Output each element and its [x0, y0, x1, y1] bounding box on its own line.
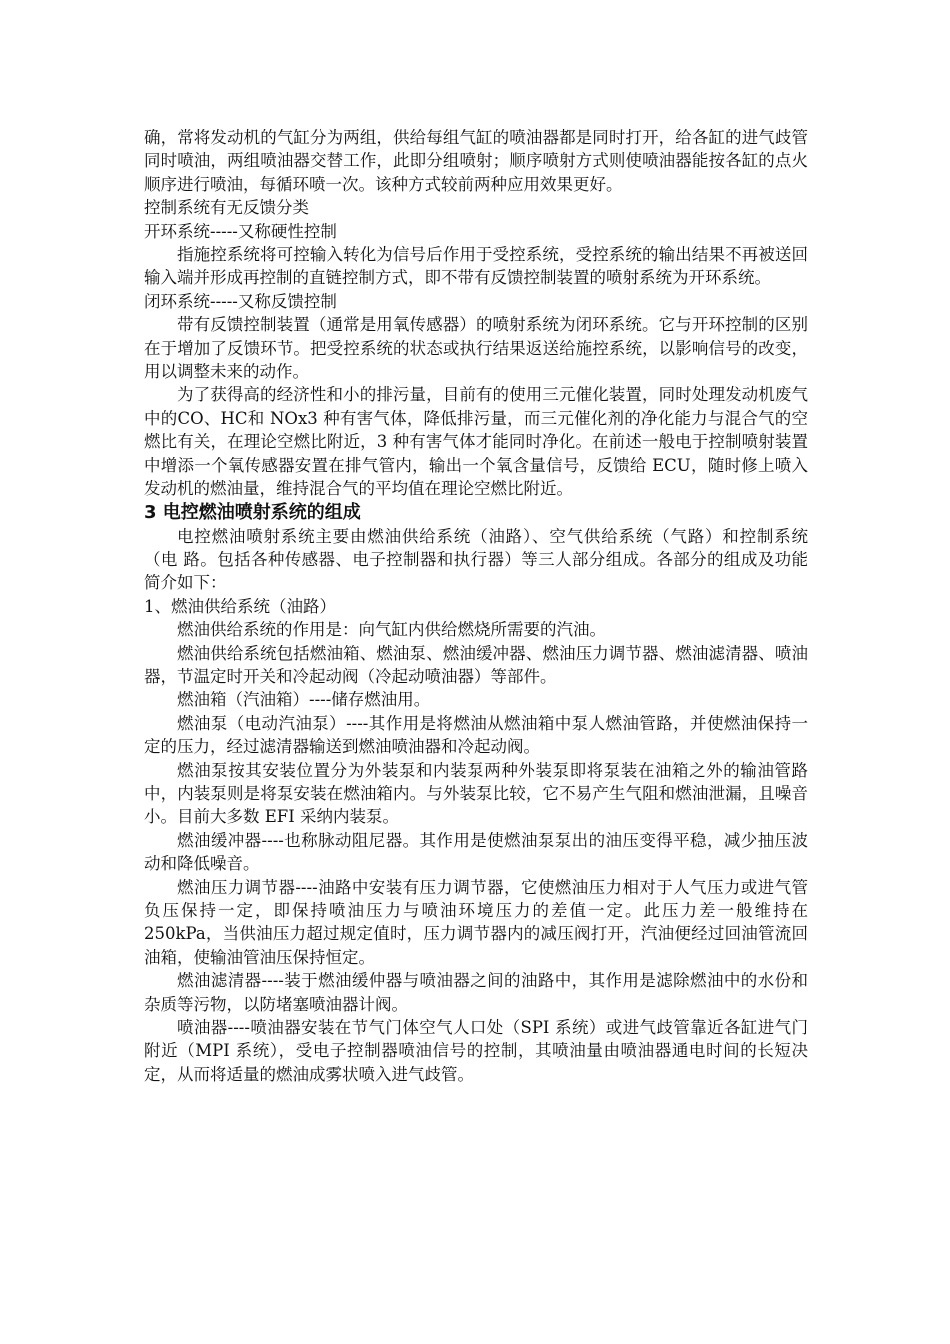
paragraph-continued-injection-modes: 确，常将发动机的气缸分为两组，供给每组气缸的喷油器都是同时打开，给各缸的进气歧管同时喷油，两组喷油器交替工作，此即分组喷射；顺序喷射方式则使喷油器能按各缸的点火顺序进行喷油，每循环喷一次。该种方式较前两种应用效果更好。 [144, 128, 808, 194]
paragraph-closed-loop-definition: 带有反馈控制装置（通常是用氧传感器）的喷射系统为闭环系统。它与开环控制的区别在于增加了反馈环节。把受控系统的状态或执行结果返送给施控系统，以影响信号的改变，用以调整未来的动作。 [144, 315, 808, 382]
paragraph-fuel-damper: 燃油缓冲器----也称脉动阻尼器。其作用是使燃油泵泵出的油压变得平稳，减少抽压波动和降低噪音。 [144, 830, 808, 874]
paragraph-pressure-regulator: 燃油压力调节器----油路中安装有压力调节器，它使燃油压力相对于人气压力或进气管负压保持一定，即保持喷油压力与喷油环境压力的差值一定。此压力差一般维持在 250kPa，当供油压力超过规定值时，压力调节器内的减压阀打开，汽油便经过回油管流回油箱，使输油管油压保持恒定。 [144, 877, 808, 967]
paragraph-injector: 喷油器----喷油器安装在节气门体空气人口处（SPI 系统）或进气歧管靠近各缸进气门附近（MPI 系统），受电子控制器喷油信号的控制，其喷油量由喷油器通电时间的长短决定，从而将适量的燃油成雾状喷入进气歧管。 [144, 1018, 808, 1084]
paragraph-open-loop-definition: 指施控系统将可控输入转化为信号后作用于受控系统，受控系统的输出结果不再被送回输入端并形成再控制的直链控制方式，即不带有反馈控制装置的喷射系统为开环系统。 [144, 245, 808, 288]
document-page [144, 126, 808, 1086]
label-open-loop: 开环系统-----又称硬性控制 [144, 221, 337, 241]
paragraph-fuel-pump-types: 燃油泵按其安装位置分为外装泵和内装泵两种外装泵即将泵装在油箱之外的输油管路中，内装泵则是将泵安装在燃油箱内。与外装泵比较，它不易产生气阻和燃油泄漏，且噪音小。目前大多数 EFI 采纳内装泵。 [144, 760, 808, 827]
label-fuel-supply-system: 1、燃油供给系统（油路） [144, 596, 336, 616]
paragraph-fuel-pump: 燃油泵（电动汽油泵）----其作用是将燃油从燃油箱中泵人燃油管路，并使燃油保持一定的压力，经过滤清器输送到燃油喷油器和冷起动阀。 [144, 713, 808, 757]
paragraph-fuel-supply-components: 燃油供给系统包括燃油箱、燃油泵、燃油缓冲器、燃油压力调节器、燃油滤清器、喷油器，节温定时开关和冷起动阀（冷起动喷油器）等部件。 [144, 643, 808, 686]
paragraph-fuel-filter: 燃油滤清器----装于燃油缓仲器与喷油器之间的油路中，其作用是滤除燃油中的水份和杂质等污物，以防堵塞喷油器计阀。 [144, 971, 808, 1014]
label-feedback-classification: 控制系统有无反馈分类 [144, 198, 309, 218]
paragraph-system-overview: 电控燃油喷射系统主要由燃油供给系统（油路）、空气供给系统（气路）和控制系统（电 路。包括各种传感器、电子控制器和执行器）等三人部分组成。各部分的组成及功能简介如下： [144, 526, 808, 593]
paragraph-fuel-supply-purpose: 燃油供给系统的作用是：向气缸内供给燃烧所需要的汽油。 [177, 620, 606, 640]
paragraph-fuel-tank: 燃油箱（汽油箱）----储存燃油用。 [177, 690, 431, 710]
section-heading-system-composition: 3 电控燃油喷射系统的组成 [144, 501, 361, 523]
label-closed-loop: 闭环系统-----又称反馈控制 [144, 291, 337, 311]
paragraph-three-way-catalyst: 为了获得高的经济性和小的排污量，目前有的使用三元催化装置，同时处理发动机废气中的CO、HC和 NOx3 种有害气体，降低排污量，而三元催化剂的净化能力与混合气的空燃比有关，在理论空燃比附近，3 种有害气体才能同时净化。在前述一般电于控制喷射装置中增添一个氧传感器安置在排气管内，输出一个氧含量信号，反馈给 ECU，随时修上喷入发动机的燃油量，维持混合气的平均值在理论空燃比附近。 [144, 385, 808, 499]
